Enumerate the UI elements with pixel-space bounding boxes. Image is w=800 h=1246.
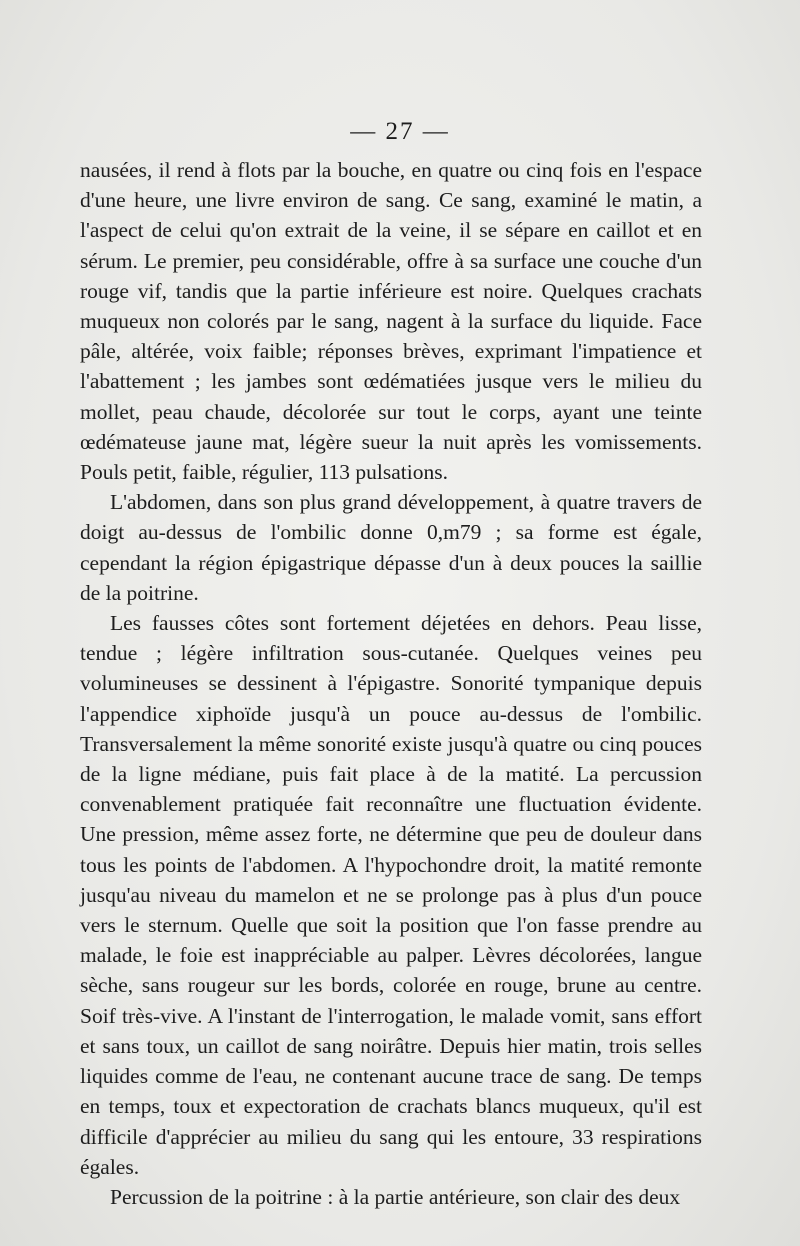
paragraph-1: nausées, il rend à flots par la bouche, en quatre ou cinq fois en l'espace d'une heure, une livre environ de sang. Ce sang, examiné le matin, a l'aspect de celui qu'on extrait de la veine, il se sépare en caillot et en sérum. Le premier, peu considérable, offre à sa surface une couche d'un rouge vif, tandis que la partie inférieure est noire. Quelques crachats muqueux non colorés par le sang, nagent à la surface du liquide. Face pâle, altérée, voix faible; réponses brèves, exprimant l'impatience et l'abattement ; les jambes sont œdématiées jusque vers le milieu du mollet, peau chaude, décolorée sur tout le corps, ayant une teinte œdémateuse jaune mat, légère sueur la nuit après les vomissements. Pouls petit, faible, régulier, 113 pulsations. — [80, 158, 702, 485]
paragraph-3: Les fausses côtes sont fortement déjetées en dehors. Peau lisse, tendue ; légère infiltration sous-cutanée. Quelques veines peu volumineuses se dessinent à l'épigastre. Sonorité tympanique depuis l'appendice xiphoïde jusqu'à un pouce au-dessus de l'ombilic. Transversalement la même sonorité existe jusqu'à quatre ou cinq pouces de la ligne médiane, puis fait place à de la matité. La percussion convenablement pratiquée fait reconnaître une fluctuation évidente. Une pression, même assez forte, ne détermine que peu de douleur dans tous les points de l'abdomen. A l'hypochondre droit, la matité remonte jusqu'au niveau du mamelon et ne se prolonge pas à plus d'un pouce vers le sternum. Quelle que soit la position que l'on fasse prendre au malade, le foie est inappréciable au palper. Lèvres décolorées, langue sèche, sans rougeur sur les bords, colorée en rouge, brune au centre. Soif très-vive. A l'instant de l'interrogation, le malade vomit, sans effort et sans toux, un caillot de sang noirâtre. Depuis hier matin, trois selles liquides comme de l'eau, ne contenant aucune trace de sang. De temps en temps, toux et expectoration de crachats blancs muqueux, qu'il est difficile d'apprécier au milieu du sang qui les entoure, 33 respirations égales. — [80, 611, 702, 1179]
body-text — [80, 155, 702, 1212]
paragraph-4: Percussion de la poitrine : à la partie antérieure, son clair des deux — [110, 1184, 681, 1209]
page-number: — 27 — — [350, 118, 450, 145]
paragraph-2: L'abdomen, dans son plus grand développement, à quatre travers de doigt au-dessus de l'ombilic donne 0,m79 ; sa forme est égale, cependant la région épigastrique dépasse d'un à deux pouces la saillie de la poitrine. — [80, 490, 702, 605]
